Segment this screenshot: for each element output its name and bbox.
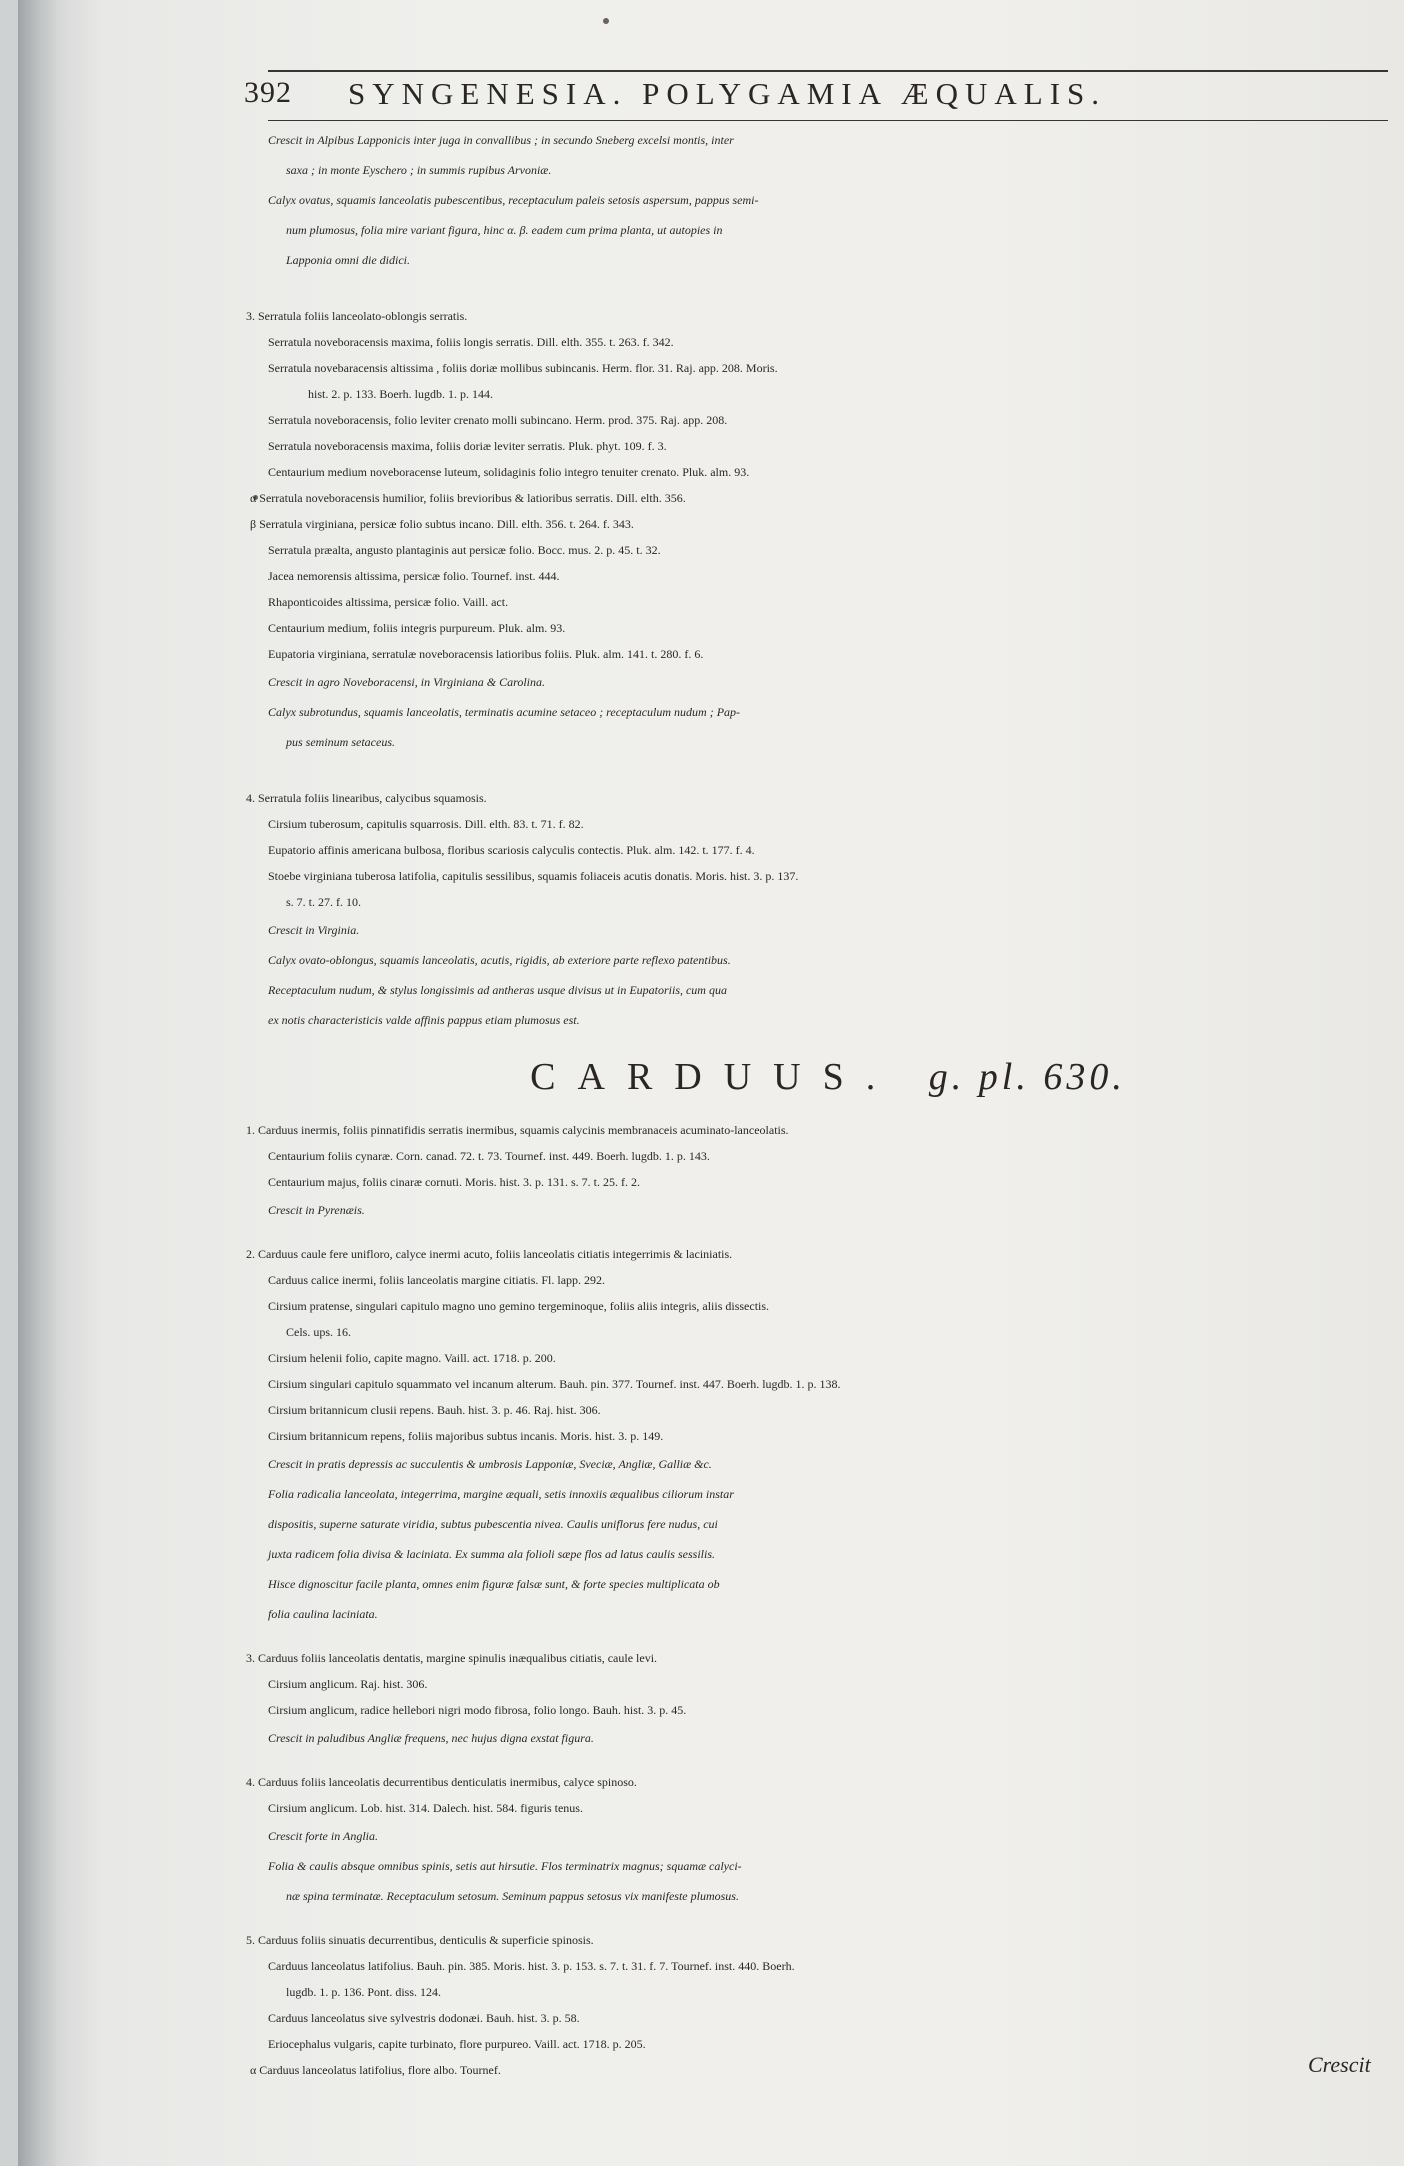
page-content [244,70,1388,2083]
synonym-line: hist. 2. p. 133. Boerh. lugdb. 1. p. 144. [308,387,493,401]
synonym-line: Centaurium medium, foliis integris purpureum. Pluk. alm. 93. [268,621,566,635]
description-line: folia caulina laciniata. [268,1607,378,1621]
species-serratula-4 [246,785,1388,1035]
running-header [244,70,1388,121]
description-line: pus seminum setaceus. [286,735,395,749]
synonym-line: Jacea nemorensis altissima, persicæ folio. Tournef. inst. 444. [268,569,560,583]
habitat-line: Crescit in pratis depressis ac succulentis & umbrosis Lapponiæ, Sveciæ, Angliæ, Galliæ &c. [268,1457,712,1471]
page-number: 392 [244,76,292,109]
description-line: ex notis characteristicis valde affinis pappus etiam plumosus est. [268,1013,580,1027]
synonym-line: Carduus lanceolatus sive sylvestris dodonæi. Bauh. hist. 3. p. 58. [268,2011,580,2025]
synonym-line: Serratula noveboracensis maxima, foliis longis serratis. Dill. elth. 355. t. 263. f. 342. [268,335,674,349]
catchword: Crescit [1308,2052,1371,2077]
species-heading: 3. Serratula foliis lanceolato-oblongis serratis. [246,309,468,323]
synonym-line: Eupatorio affinis americana bulbosa, floribus scariosis calyculis contectis. Pluk. alm. 142. t. 177. f. 4. [268,843,755,857]
page-gutter-shadow [18,0,58,2166]
habitat-line: Crescit forte in Anglia. [268,1829,378,1843]
species-carduus-4 [246,1769,1388,1911]
intro-paragraph [268,125,1388,275]
habitat-line: Crescit in paludibus Angliæ frequens, nec hujus digna exstat figura. [268,1731,594,1745]
synonym-line: Serratula noveboracensis maxima, foliis doriæ leviter serratis. Pluk. phyt. 109. f. 3. [268,439,667,453]
synonym-line: Eupatoria virginiana, serratulæ noveboracensis latioribus foliis. Pluk. alm. 141. t. 280. f. 6. [268,647,704,661]
description-line: Folia radicalia lanceolata, integerrima, margine æquali, setis innoxiis æqualibus ciliorum instar [268,1487,734,1501]
description-line: næ spina terminatæ. Receptaculum setosum. Seminum pappus setosus vix manifeste plumosus. [286,1889,739,1903]
habitat-line: Crescit in Pyrenæis. [268,1203,365,1217]
text-line: Lapponia omni die didici. [286,253,410,267]
synonym-line: Cirsium anglicum, radice hellebori nigri modo fibrosa, folio longo. Bauh. hist. 3. p. 45. [268,1703,687,1717]
description-line: juxta radicem folia divisa & laciniata. Ex summa ala folioli sæpe flos ad latus caulis sessilis. [268,1547,715,1561]
habitat-line: Crescit in agro Noveboracensi, in Virginiana & Carolina. [268,675,545,689]
synonym-line: Cirsium tuberosum, capitulis squarrosis. Dill. elth. 83. t. 71. f. 82. [268,817,584,831]
synonym-line: Cirsium singulari capitulo squammato vel incanum alterum. Bauh. pin. 377. Tournef. inst. 447. Boerh. lugdb. 1. p. 138. [268,1377,841,1391]
species-serratula-3 [246,303,1388,757]
genus-name: CARDUUS. [530,1056,898,1098]
synonym-line: Rhaponticoides altissima, persicæ folio. Vaill. act. [268,595,509,609]
species-heading: 5. Carduus foliis sinuatis decurrentibus, denticulis & superficie spinosis. [246,1933,594,1947]
genus-reference: g. pl. 630. [928,1056,1126,1098]
synonym-line: Cirsium anglicum. Lob. hist. 314. Dalech. hist. 584. figuris tenus. [268,1801,583,1815]
book-page [18,0,1404,2166]
synonym-line: Centaurium majus, foliis cinaræ cornuti. Moris. hist. 3. p. 131. s. 7. t. 25. f. 2. [268,1175,640,1189]
variety-line: α Carduus lanceolatus latifolius, flore albo. Tournef. [250,2063,501,2077]
species-heading: 1. Carduus inermis, foliis pinnatifidis serratis inermibus, squamis calycinis membranaceis acuminato-lanceolatis. [246,1123,789,1137]
synonym-line: Serratula novebaracensis altissima , foliis doriæ mollibus subincanis. Herm. flor. 31. Raj. app. 208. Moris. [268,361,778,375]
species-heading: 4. Serratula foliis linearibus, calycibus squamosis. [246,791,487,805]
species-heading: 2. Carduus caule fere unifloro, calyce inermi acuto, foliis lanceolatis citiatis integerrimis & laciniatis. [246,1247,733,1261]
synonym-line: Cirsium pratense, singulari capitulo magno uno gemino tergeminoque, foliis aliis integris, aliis dissectis. [268,1299,770,1313]
species-carduus-2 [246,1241,1388,1629]
species-carduus-1 [246,1117,1388,1225]
description-line: Calyx ovato-oblongus, squamis lanceolatis, acutis, rigidis, ab exteriore parte reflexo patentibus. [268,953,731,967]
variety-line: β Serratula virginiana, persicæ folio subtus incano. Dill. elth. 356. t. 264. f. 343. [250,517,634,531]
species-heading: 3. Carduus foliis lanceolatis dentatis, margine spinulis inæqualibus citiatis, caule levi. [246,1651,658,1665]
description-line: Folia & caulis absque omnibus spinis, setis aut hirsutie. Flos terminatrix magnus; squamæ calyci- [268,1859,742,1873]
species-carduus-5 [246,1927,1388,2083]
synonym-line: Carduus calice inermi, foliis lanceolatis margine citiatis. Fl. lapp. 292. [268,1273,606,1287]
variety-line: α Serratula noveboracensis humilior, foliis brevioribus & latioribus serratis. Dill. elth. 356. [250,491,686,505]
text-line: num plumosus, folia mire variant figura, hinc α. β. eadem cum prima planta, ut autopies in [286,223,723,237]
synonym-line: Cirsium britannicum clusii repens. Bauh. hist. 3. p. 46. Raj. hist. 306. [268,1403,601,1417]
synonym-line: Centaurium medium noveboracense luteum, solidaginis folio integro tenuiter crenato. Pluk. alm. 93. [268,465,750,479]
species-heading: 4. Carduus foliis lanceolatis decurrentibus denticulatis inermibus, calyce spinoso. [246,1775,637,1789]
text-line: saxa ; in monte Eyschero ; in summis rupibus Arvoniæ. [286,163,552,177]
synonym-line: Cirsium anglicum. Raj. hist. 306. [268,1677,428,1691]
synonym-line: Centaurium foliis cynaræ. Corn. canad. 72. t. 73. Tournef. inst. 449. Boerh. lugdb. 1. p. 143. [268,1149,710,1163]
habitat-line: Crescit in Virginia. [268,923,360,937]
synonym-line: Carduus lanceolatus latifolius. Bauh. pin. 385. Moris. hist. 3. p. 153. s. 7. t. 31. f. 7. Tournef. inst. 440. Boerh. [268,1959,795,1973]
description-line: Calyx subrotundus, squamis lanceolatis, terminatis acumine setaceo ; receptaculum nudum ; Pap- [268,705,741,719]
synonym-line: Cirsium britannicum repens, foliis majoribus subtus incanis. Moris. hist. 3. p. 149. [268,1429,664,1443]
synonym-line: s. 7. t. 27. f. 10. [286,895,361,909]
description-line: Receptaculum nudum, & stylus longissimis ad antheras usque divisus ut in Eupatoriis, cum qua [268,983,727,997]
header-title: SYNGENESIA. POLYGAMIA ÆQUALIS. [348,76,1107,111]
synonym-line: Cels. ups. 16. [286,1325,352,1339]
description-line: dispositis, superne saturate viridia, subtus pubescentia nivea. Caulis uniflorus fere nudus, cui [268,1517,718,1531]
synonym-line: lugdb. 1. p. 136. Pont. diss. 124. [286,1985,442,1999]
synonym-line: Serratula noveboracensis, folio leviter crenato molli subincano. Herm. prod. 375. Raj. app. 208. [268,413,728,427]
synonym-line: Stoebe virginiana tuberosa latifolia, capitulis sessilibus, squamis foliaceis acutis donatis. Moris. hist. 3. p. 137. [268,869,799,883]
genus-heading [268,1055,1388,1099]
text-line: Crescit in Alpibus Lapponicis inter juga in convallibus ; in secundo Sneberg excelsi montis, inter [268,133,734,147]
synonym-line: Serratula præalta, angusto plantaginis aut persicæ folio. Bocc. mus. 2. p. 45. t. 32. [268,543,661,557]
ink-speck [603,18,609,24]
description-line: Hisce dignoscitur facile planta, omnes enim figuræ falsæ sunt, & forte species multiplicata ob [268,1577,720,1591]
synonym-line: Eriocephalus vulgaris, capite turbinato, flore purpureo. Vaill. act. 1718. p. 205. [268,2037,646,2051]
text-line: Calyx ovatus, squamis lanceolatis pubescentibus, receptaculum paleis setosis aspersum, pappus semi- [268,193,759,207]
synonym-line: Cirsium helenii folio, capite magno. Vaill. act. 1718. p. 200. [268,1351,556,1365]
species-carduus-3 [246,1645,1388,1753]
